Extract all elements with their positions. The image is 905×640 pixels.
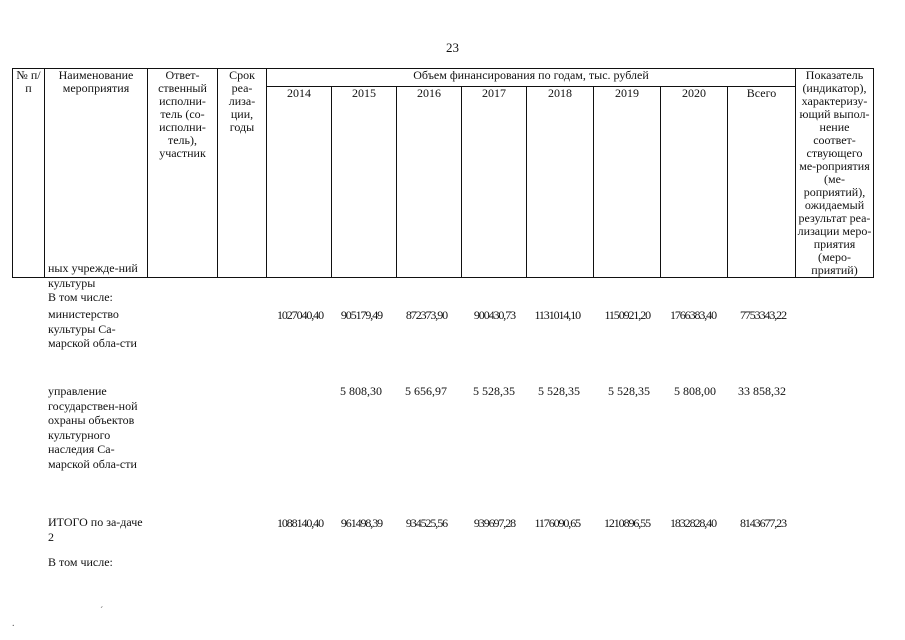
header-year-2018: 2018	[527, 86, 594, 277]
header-year-2015: 2015	[332, 86, 397, 277]
header-year-2017: 2017	[462, 86, 527, 277]
table-header	[12, 68, 874, 278]
heritage-2016: 5 656,97	[405, 384, 447, 398]
ministry-2017: 900430,73	[473, 308, 515, 322]
heritage-total: 33 858,32	[738, 384, 786, 398]
row-name-including-2: В том числе:	[48, 555, 113, 569]
header-year-2016: 2016	[397, 86, 462, 277]
total-2016: 934525,56	[405, 516, 447, 530]
header-executor: Ответ-ственный исполни-тель (со-исполни-тель), участник	[148, 69, 218, 278]
heritage-2015: 5 808,30	[340, 384, 382, 398]
header-term: Срок реа-лиза-ции, годы	[218, 69, 267, 278]
header-year-2014: 2014	[267, 86, 332, 277]
row-name-total: ИТОГО по за-даче 2	[48, 515, 143, 544]
ministry-2016: 872373,90	[405, 308, 447, 322]
header-num: № п/п	[13, 69, 45, 278]
heritage-2018: 5 528,35	[538, 384, 580, 398]
scan-speck: .	[12, 618, 15, 629]
header-year-2019: 2019	[594, 86, 661, 277]
ministry-2015: 905179,49	[340, 308, 382, 322]
ministry-2014: 1027040,40	[276, 308, 323, 322]
heritage-2019: 5 528,35	[608, 384, 650, 398]
heritage-2020: 5 808,00	[674, 384, 716, 398]
total-total: 8143677,23	[739, 516, 786, 530]
header-name: Наименование мероприятия	[45, 69, 148, 278]
header-funding: Объем финансирования по годам, тыс. рублей	[267, 69, 796, 87]
ministry-total: 7753343,22	[739, 308, 786, 322]
ministry-2018: 1131014,10	[534, 308, 580, 322]
total-2014: 1088140,40	[276, 516, 323, 530]
total-2015: 961498,39	[340, 516, 382, 530]
row-name-including: В том числе:	[48, 290, 113, 304]
header-year-2020: 2020	[661, 86, 728, 277]
header-indicator: Показатель (индикатор), характеризу-ющий выпол-нение соответ-ствующего ме-роприятия (ме-роприятий), ожидаемый результат реа-лизации меро-приятия (меро-приятий)	[796, 69, 874, 278]
ministry-2020: 1766383,40	[669, 308, 716, 322]
row-name-ministry: министерство культуры Са-марской обла-сти	[48, 307, 137, 350]
total-2020: 1832828,40	[669, 516, 716, 530]
header-total: Всего	[728, 86, 796, 277]
total-2019: 1210896,55	[603, 516, 650, 530]
ministry-2019: 1150921,20	[604, 308, 650, 322]
total-2018: 1176090,65	[534, 516, 580, 530]
row-name-heritage: управление государствен-ной охраны объектов культурного наследия Са-марской обла-сти	[48, 384, 138, 471]
total-2017: 939697,28	[473, 516, 515, 530]
page-number: 23	[446, 40, 459, 55]
row-name-institutions: ных учрежде-ний культуры	[48, 261, 138, 290]
heritage-2017: 5 528,35	[473, 384, 515, 398]
scan-speck: ´	[100, 606, 104, 617]
